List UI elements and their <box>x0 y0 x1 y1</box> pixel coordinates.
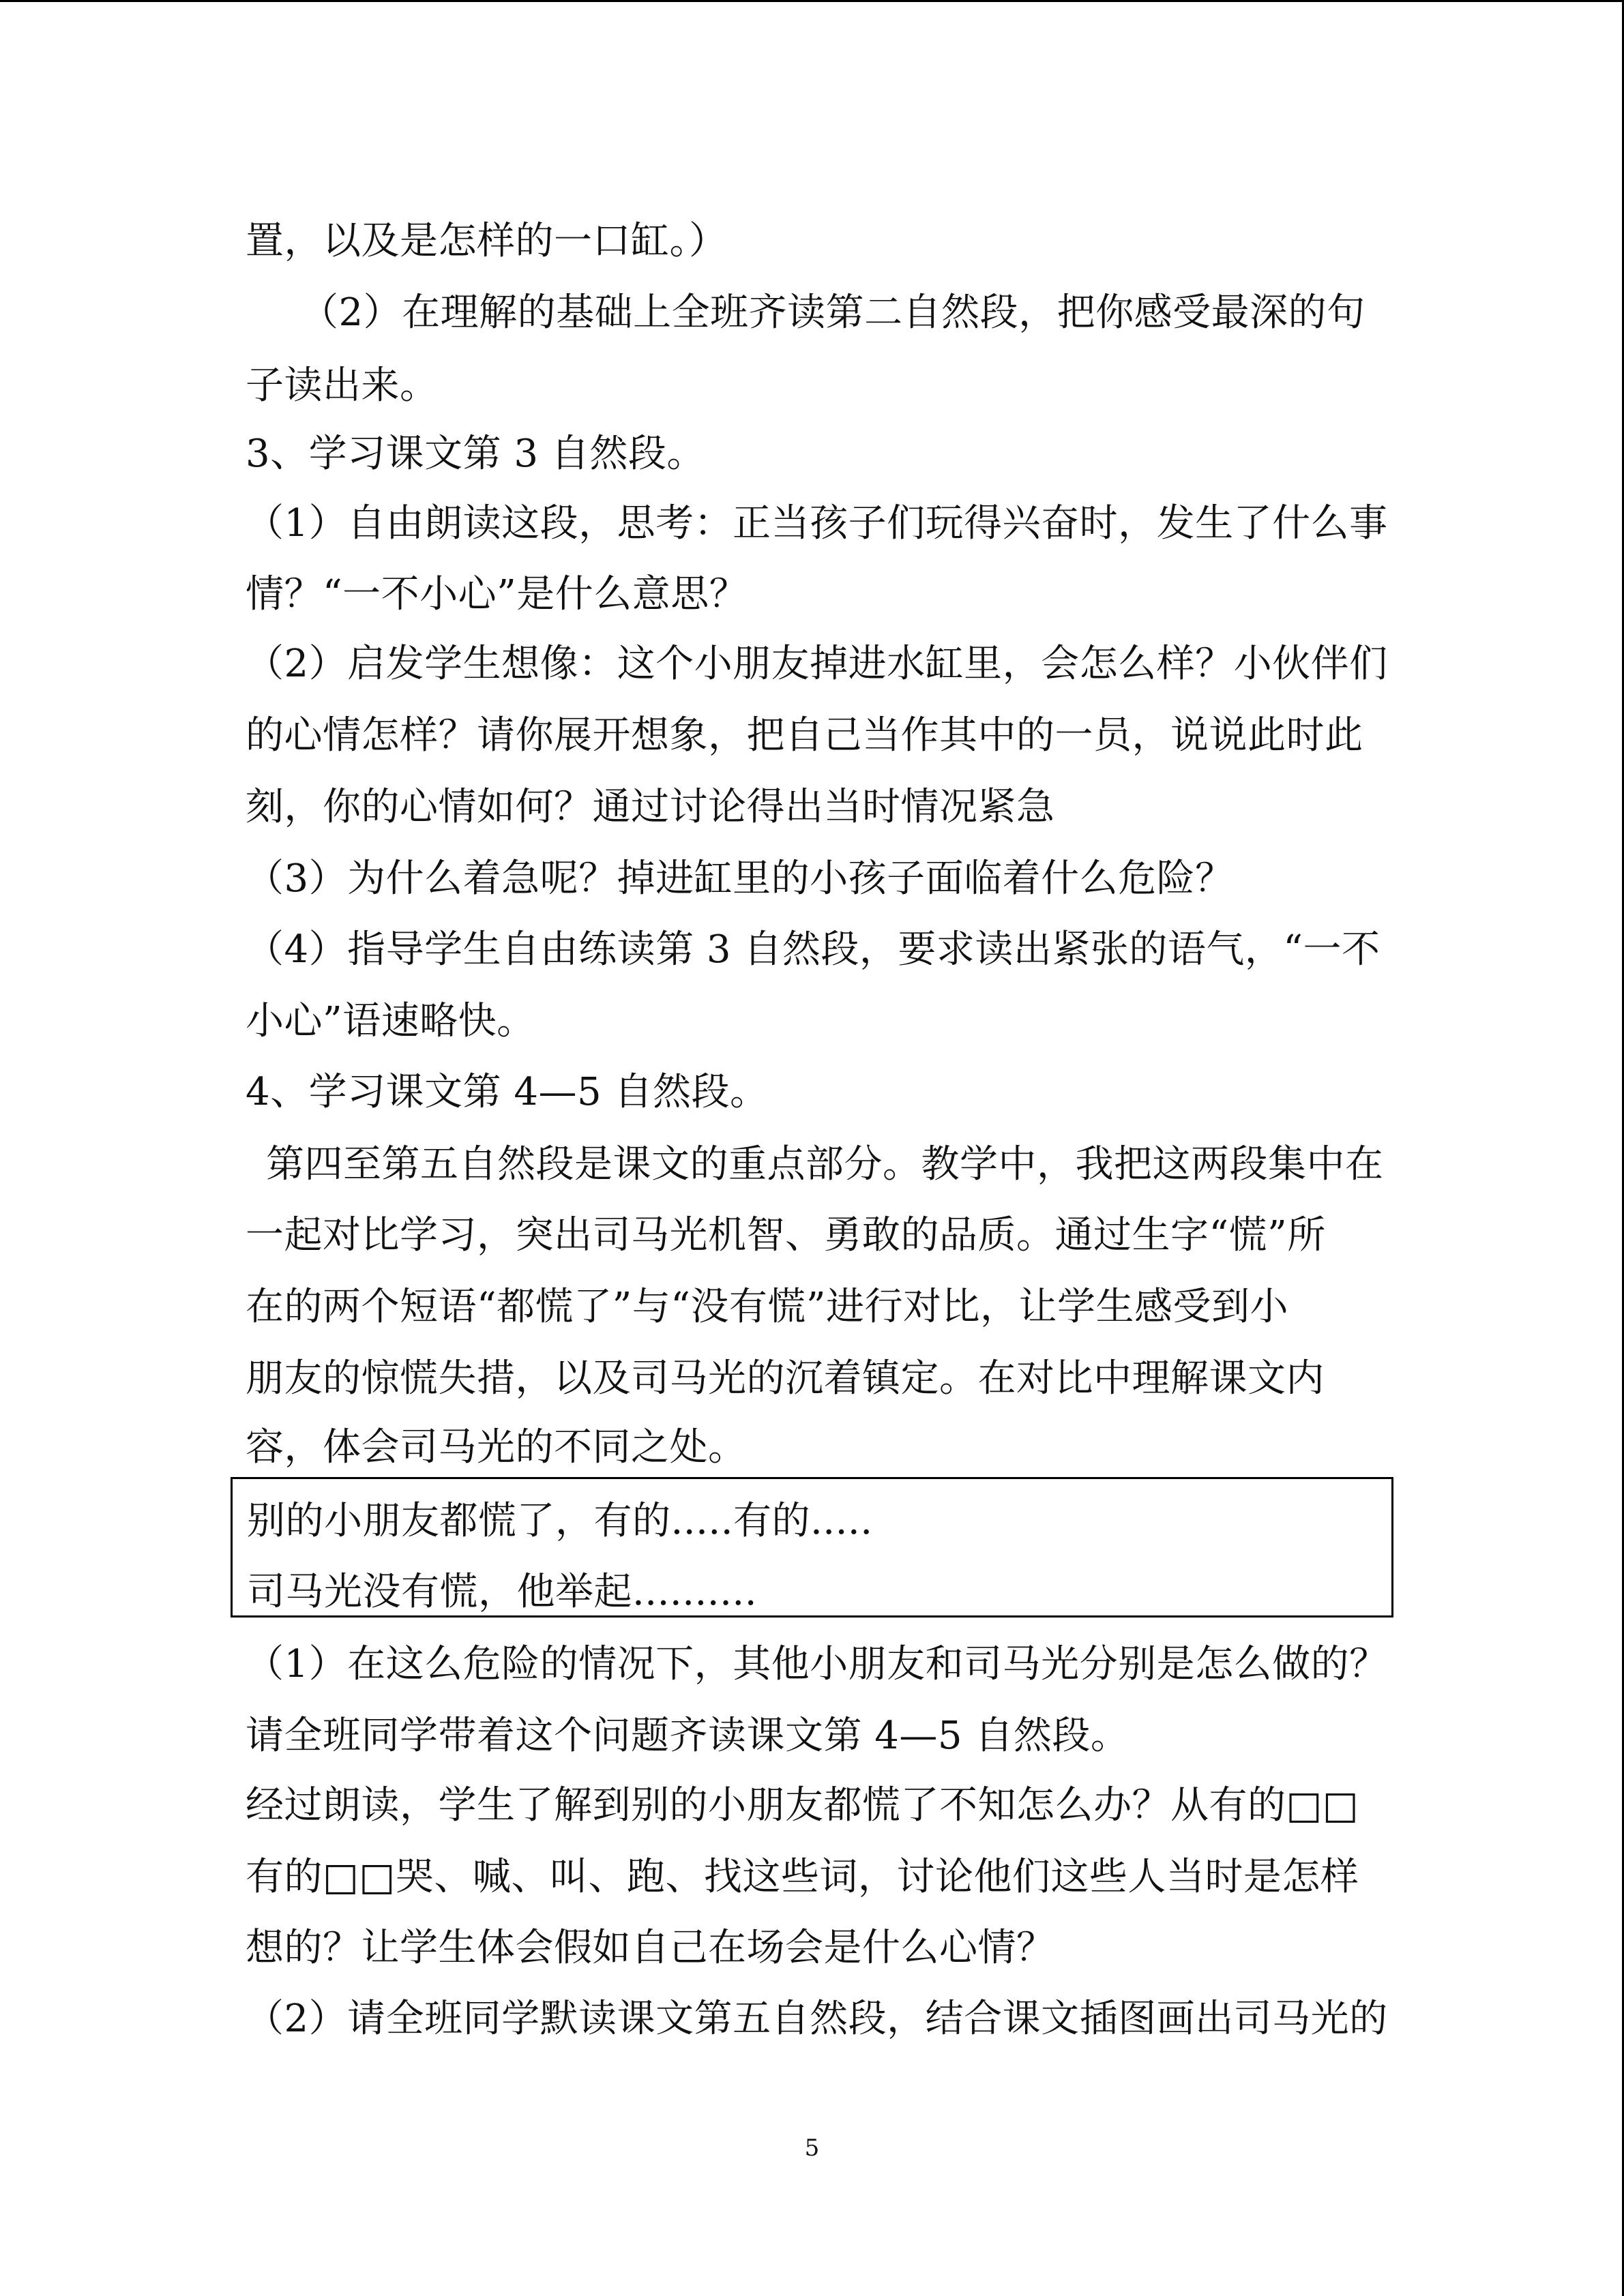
text-line: 4、学习课文第 4—5 自然段。 <box>246 1070 769 1114</box>
text-line: 经过朗读，学生了解到别的小朋友都慌了不知怎么办？从有的□□ <box>246 1783 1359 1828</box>
text-line: 子读出来。 <box>246 363 439 408</box>
text-line: （1）自由朗读这段，思考：正当孩子们玩得兴奋时，发生了什么事 <box>246 501 1388 546</box>
text-line: （1）在这么危险的情况下，其他小朋友和司马光分别是怎么做的？ <box>246 1642 1388 1686</box>
text-line: 容，体会司马光的不同之处。 <box>246 1425 747 1470</box>
text-line: 小心”语速略快。 <box>246 999 535 1043</box>
text-line: 有的□□哭、喊、叫、跑、找这些词，讨论他们这些人当时是怎样 <box>246 1855 1359 1899</box>
text-line: （2）在理解的基础上全班齐读第二自然段，把你感受最深的句 <box>300 290 1365 335</box>
text-line: （2）请全班同学默读课文第五自然段，结合课文插图画出司马光的 <box>246 1997 1388 2041</box>
text-line: 朋友的惊慌失措，以及司马光的沉着镇定。在对比中理解课文内 <box>246 1356 1325 1401</box>
text-line: 请全班同学带着这个问题齐读课文第 4—5 自然段。 <box>246 1714 1130 1758</box>
text-line: 想的？让学生体会假如自己在场会是什么心情？ <box>246 1926 1055 1970</box>
text-line: 第四至第五自然段是课文的重点部分。教学中，我把这两段集中在 <box>266 1142 1384 1187</box>
text-line: 一起对比学习，突出司马光机智、勇敢的品质。通过生字“慌”所 <box>246 1213 1326 1257</box>
text-line: 置，以及是怎样的一口缸。） <box>246 219 728 263</box>
box-line: 司马光没有慌，他举起.......... <box>247 1570 758 1614</box>
text-line: （2）启发学生想像：这个小朋友掉进水缸里，会怎么样？小伙伴们 <box>246 642 1388 686</box>
text-line: 的心情怎样？请你展开想象，把自己当作其中的一员，说说此时此 <box>246 713 1363 758</box>
text-line: 刻，你的心情如何？通过讨论得出当时情况紧急 <box>246 785 1055 829</box>
box-line: 别的小朋友都慌了，有的.....有的..... <box>247 1499 873 1543</box>
text-line: 3、学习课文第 3 自然段。 <box>246 432 705 476</box>
text-line: （3）为什么着急呢？掉进缸里的小孩子面临着什么危险？ <box>246 856 1234 901</box>
text-line: （4）指导学生自由练读第 3 自然段，要求读出紧张的语气，“一不 <box>246 927 1381 972</box>
page-number: 5 <box>804 2134 820 2162</box>
text-line: 在的两个短语“都慌了”与“没有慌”进行对比，让学生感受到小 <box>246 1285 1289 1329</box>
text-line: 情？“一不小心”是什么意思？ <box>246 572 748 616</box>
